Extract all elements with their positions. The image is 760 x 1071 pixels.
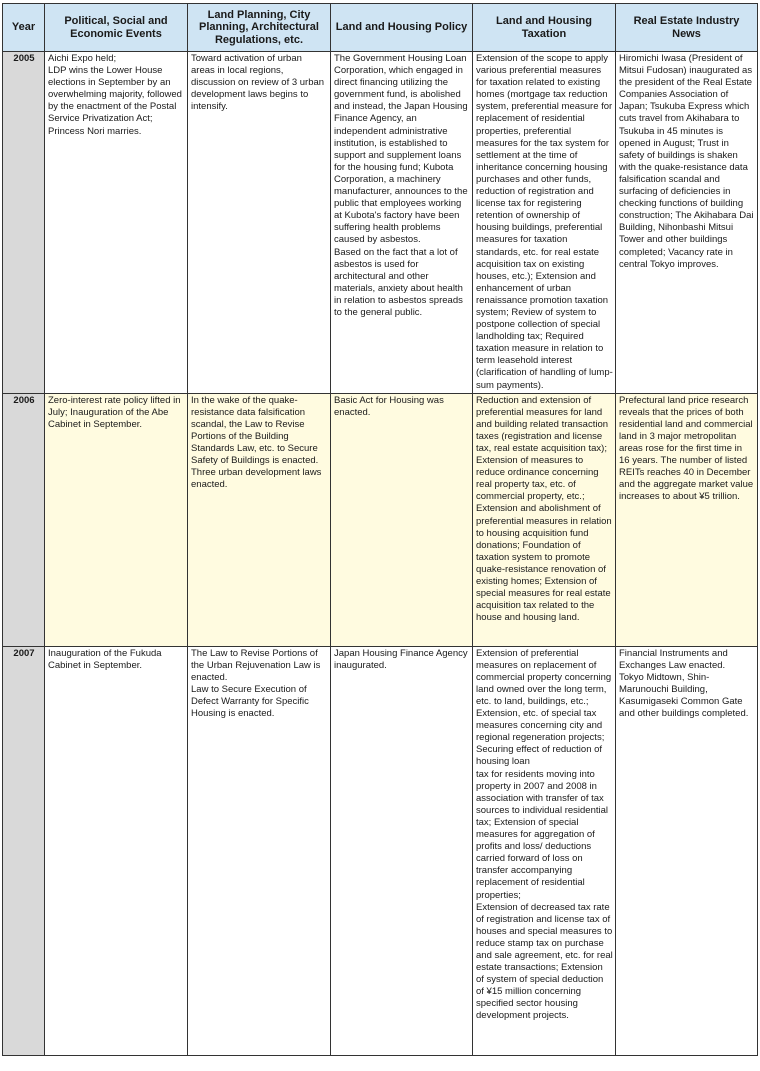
cell-text: Aichi Expo held; LDP wins the Lower House elections in September by an overwhelming majority, followed by the enactment of the Postal Service Privatization Act; Princess Nori marries. [48, 53, 182, 137]
year-cell: 2006 [3, 393, 45, 646]
housing-policy-cell [331, 393, 473, 646]
header-industry-news: Real Estate Industry News [616, 4, 758, 52]
industry-news-cell [616, 52, 758, 394]
housing-taxation-cell [473, 646, 616, 1055]
cell-text: Basic Act for Housing was enacted. [334, 394, 444, 418]
cell-text: Inauguration of the Fukuda Cabinet in September. [48, 647, 162, 671]
housing-policy-cell [331, 646, 473, 1055]
cell-text: Prefectural land price research reveals that the prices of both residential land and commercial land in 3 major metropolitan areas rose for the first time in 16 years. The number of listed REITs reaches 40 in December and the aggregate market value increases to about ¥5 trillion. [619, 394, 754, 503]
land-planning-cell [188, 393, 331, 646]
political-events-cell [45, 393, 188, 646]
cell-text: Toward activation of urban areas in local regions, discussion on review of 3 urban development laws begins to intensify. [191, 53, 325, 113]
land-planning-cell [188, 52, 331, 394]
cell-text: Financial Instruments and Exchanges Law enacted. Tokyo Midtown, Shin-Marunouchi Building, Kasumigaseki Common Gate and other buildings completed. [619, 647, 749, 720]
cell-text: Reduction and extension of preferential measures for land and building related transaction taxes (registration and license tax, real estate acquisition tax); Extension of measures to reduce ordinance concerning real property tax, etc. of commercial property, etc.; Extension and abolishment of preferential measures in relation to housing acquisition fund donations; Foundation of taxation system to promote quake-resistance renovation of existing homes; Extension of special measures for real estate acquisition tax related to the house and housing land. [476, 394, 612, 624]
political-events-cell [45, 646, 188, 1055]
real-estate-history-table [2, 3, 758, 1056]
cell-text: Zero-interest rate policy lifted in July; Inauguration of the Abe Cabinet in September. [48, 394, 181, 430]
land-planning-cell [188, 646, 331, 1055]
cell-text: Japan Housing Finance Agency inaugurated. [334, 647, 468, 671]
header-land-planning: Land Planning, City Planning, Architectural Regulations, etc. [188, 4, 331, 52]
cell-text: Extension of the scope to apply various preferential measures for taxation related to existing homes (mortgage tax reduction system, preferential measure for replacement of residential properties, preferential measures for the tax system for settlement at the time of inheritance concerning housing purchases and other funds, reduction of registration and license tax for registering retention of ownership of housing buildings, preferential measures for taxation standards, etc. for real estate acquisition tax on existing houses, etc.); Extension and enhancement of urban renaissance promotion taxation system; Review of system to postpone collection of special landholding tax; Required taxation measure in relation to term leasehold interest (clarification of handling of lump-sum payments). [476, 53, 613, 391]
header-year: Year [3, 4, 45, 52]
table-header-row [3, 4, 758, 52]
cell-text: The Law to Revise Portions of the Urban Rejuvenation Law is enacted. Law to Secure Execution of Defect Warranty for Specific Housing is enacted. [191, 647, 321, 720]
industry-news-cell [616, 646, 758, 1055]
year-cell: 2007 [3, 646, 45, 1055]
housing-policy-cell [331, 52, 473, 394]
table-row [3, 52, 758, 394]
cell-text: In the wake of the quake-resistance data falsification scandal, the Law to Revise Portions of the Building Standards Law, etc. to Secure Safety of Buildings is enacted. Three urban development laws enacted. [191, 394, 322, 491]
cell-text: Extension of preferential measures on replacement of commercial property concerning land owned over the long term, etc. to land, buildings, etc.; Extension, etc. of special tax measures concerning city and regional regeneration projects; Securing effect of reduction of housing loan tax for residents moving into property in 2007 and 2008 in association with transfer of tax sources to individual residential tax; Extension of special measures for aggregation of profits and loss/ deductions carried forward of loss on transfer accompanying replacement of residential properties; Extension of decreased tax rate of registration and license tax of houses and special measures to reduce stamp tax on purchase and sale agreement, etc. for real estate transactions; Extension of system of special deduction of ¥15 million concerning specified sector housing development projects. [476, 647, 613, 1022]
political-events-cell [45, 52, 188, 394]
industry-news-cell [616, 393, 758, 646]
housing-taxation-cell [473, 52, 616, 394]
year-cell: 2005 [3, 52, 45, 394]
header-housing-policy: Land and Housing Policy [331, 4, 473, 52]
table-row [3, 393, 758, 646]
cell-text: The Government Housing Loan Corporation, which engaged in direct financing utilizing the government fund, is abolished and instead, the Japan Housing Finance Agency, an independent administrative institution, is established to support and supplement loans for the housing fund; Kubota Corporation, a machinery manufacturer, announces to the public that employees working at Kubota's factory have been suffering health problems caused by asbestos. Based on the fact that a lot of asbestos is used for architectural and other materials, anxiety about health in relation to asbestos spreads to the general public. [334, 53, 468, 318]
header-political-events: Political, Social and Economic Events [45, 4, 188, 52]
header-housing-taxation: Land and Housing Taxation [473, 4, 616, 52]
table-row [3, 646, 758, 1055]
cell-text: Hiromichi Iwasa (President of Mitsui Fudosan) inaugurated as the president of the Real Estate Companies Association of Japan; Tsukuba Express which cuts travel from Akihabara to Tsukuba in 45 minutes is opened in August; Trust in safety of buildings is shaken with the quake-resistance data falsification scandal and surfacing of deficiencies in checking functions of building construction; The Akihabara Dai Building, Nihonbashi Mitsui Tower and other buildings completed; Vacancy rate in central Tokyo improves. [619, 53, 754, 270]
housing-taxation-cell [473, 393, 616, 646]
